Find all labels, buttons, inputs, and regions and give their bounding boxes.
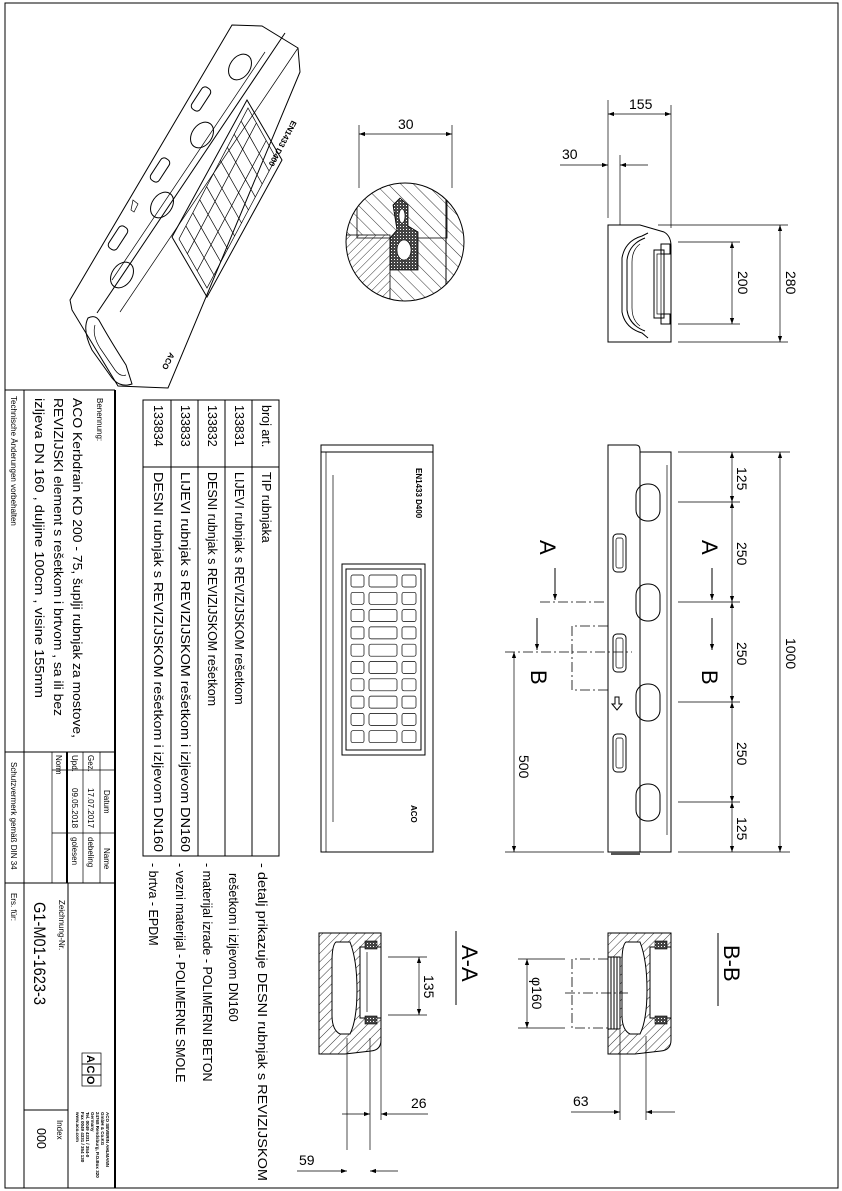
iso-end-face: [86, 317, 132, 385]
section-label-a: A: [535, 540, 560, 555]
grate-slot: [369, 644, 397, 656]
footer-protection: Schutzvermerk gemäß DIN 34: [9, 762, 18, 870]
table-cell-type: DESNI rubnjak s REVIZIJSKOM rešetkom i izljevom DN160: [151, 472, 165, 804]
notes: [146, 863, 269, 1181]
table-cell-article: 133832: [205, 405, 219, 447]
title-block: [5, 390, 115, 1188]
dim-aa-opening: 135: [421, 975, 437, 999]
revision-header-date: Datum: [102, 790, 111, 814]
dim-end-height: 155: [629, 96, 653, 112]
revision-date: 09.05.2018: [70, 788, 79, 829]
company-line: 24768 Rendsburg, P.O.Box 320: [95, 1112, 100, 1178]
iso-flow-arrow-icon: [131, 200, 138, 212]
side-base-strip: [611, 852, 640, 855]
company-line: www.aco.com: [75, 1112, 80, 1142]
grate-slot: [369, 696, 397, 708]
grate-slot: [369, 610, 397, 622]
bb-grate-pocket: [650, 947, 671, 1018]
section-a-a: [297, 931, 482, 1171]
plan-marking-brand: ACO: [409, 805, 418, 823]
section-title-aa: A-A: [457, 945, 482, 982]
iso-slots: [107, 85, 213, 251]
grate-slot: [402, 731, 416, 743]
iso-grate-bar: [241, 121, 269, 171]
table-header-article: broj art.: [259, 405, 273, 448]
company-address: [75, 1111, 110, 1178]
iso-bump: [186, 118, 218, 152]
grate-slot: [402, 644, 416, 656]
grate-slot: [402, 679, 416, 691]
end-view-grate: [654, 250, 664, 318]
drawing-number-label: Zeichnung-Nr.: [57, 900, 66, 951]
section-label-a: A: [697, 540, 722, 555]
grate-slot: [351, 679, 364, 691]
iso-slot: [190, 85, 213, 112]
dim-side-seg: 250: [734, 542, 750, 566]
iso-grate-bar: [207, 187, 235, 236]
note-line: - brtva - EPDM: [146, 863, 160, 946]
isometric-view: [70, 25, 300, 388]
plan-grate-slots: [351, 575, 416, 743]
table-cell-type: DESNI rubnjak s REVIZIJSKOM rešetkom: [205, 472, 219, 707]
flow-arrow-icon: [612, 697, 622, 710]
company-line: ACO SEVERIN AHLMANN: [105, 1112, 110, 1167]
dim-side-seg: 250: [734, 742, 750, 766]
dim-detail-width: 30: [398, 116, 414, 132]
footer-changes: Technische Änderungen vorbehalten: [9, 396, 18, 526]
iso-grate-bar: [234, 134, 262, 184]
iso-grate-bar: [200, 200, 228, 249]
grate-slot: [351, 662, 364, 674]
grate-slot: [351, 731, 364, 743]
description-line: REVIZIJSKI element s rešetkom i brtvom , sa ili bez: [51, 398, 65, 685]
dim-end-inner: 200: [735, 271, 751, 295]
revision-name: debeling: [86, 837, 95, 868]
aa-grate-pocket: [360, 947, 381, 1018]
dim-aa-offset1: 26: [411, 1095, 427, 1111]
grate-slot: [402, 696, 416, 708]
side-slot: [613, 534, 626, 572]
grate-slot: [402, 610, 416, 622]
grate-slot: [369, 627, 397, 639]
index-value: 000: [34, 1128, 48, 1149]
seal-detail: [345, 116, 465, 305]
section-title-bb: B-B: [719, 945, 744, 982]
aa-cavity: [332, 942, 357, 1034]
company-line: GmbH & Co.KG: [100, 1112, 105, 1146]
grate-slot: [402, 627, 416, 639]
side-slot: [613, 634, 626, 672]
aco-logo: [82, 1053, 101, 1087]
side-view: [505, 445, 799, 855]
table-cell-article: 133834: [151, 405, 165, 447]
iso-marking-standard: EN1433 D400: [266, 119, 299, 168]
table-cell-article: 133833: [178, 405, 192, 447]
dim-aa-offset2: 59: [299, 1152, 315, 1168]
note-line: - materijal izrade - POLIMERNI BETON: [200, 863, 214, 1082]
dim-side-half: 500: [516, 755, 532, 779]
iso-edge: [112, 52, 265, 280]
dim-end-lip: 30: [562, 146, 578, 162]
company-line: Fax 0049 4331 / 354 130: [80, 1112, 85, 1163]
grate-slot: [351, 696, 364, 708]
grate-slot: [351, 610, 364, 622]
revision-label: Upd.: [70, 755, 79, 772]
grate-slot: [351, 713, 364, 725]
logo-text: ACO: [84, 1055, 96, 1087]
dim-bb-offset: 63: [573, 1093, 589, 1109]
section-label-b: B: [526, 670, 551, 685]
end-view-cavity: [622, 233, 648, 338]
grate-slot: [369, 662, 397, 674]
grate-slot: [369, 713, 397, 725]
grate-slot: [369, 731, 397, 743]
company-line: Germany: [90, 1112, 95, 1132]
iso-grate-bar: [227, 147, 255, 197]
table-cell-article: 133831: [232, 405, 246, 447]
section-b-b: [518, 933, 744, 1120]
plan-grate-frame: [342, 564, 425, 755]
grate-slot: [402, 575, 416, 587]
grate-slot: [351, 627, 364, 639]
grate-slot: [402, 592, 416, 604]
iso-grate-bar: [214, 174, 242, 224]
iso-ridge: [97, 33, 285, 313]
side-slots: [613, 534, 626, 772]
revision-label: Norm: [54, 755, 63, 775]
note-line: rešetkom i izljevom DN160: [226, 873, 240, 1022]
iso-grate-bar: [220, 160, 248, 210]
revision-name: golesen: [70, 837, 79, 866]
grate-slot: [369, 575, 397, 587]
iso-marking-brand: ACO: [159, 351, 177, 371]
iso-grate-bar: [187, 123, 256, 254]
dim-bb-pipe: φ160: [529, 977, 545, 1010]
company-line: Tel. 0049 4331 / 354-0: [85, 1112, 90, 1158]
dim-side-seg: 125: [734, 467, 750, 491]
end-view: [560, 96, 799, 342]
benennung-label: Benennung:: [95, 398, 104, 442]
description-line: izljeva DN 160 , duljine 100cm , visine 155mm: [32, 398, 46, 654]
grate-slot: [351, 644, 364, 656]
iso-bump: [224, 50, 256, 84]
table-cell-type: LIJEVI rubnjak s REVIZIJSKOM rešetkom i izljevom DN160: [178, 472, 192, 802]
iso-grate: [172, 100, 282, 297]
section-label-b: B: [697, 670, 722, 685]
side-slot: [613, 734, 626, 772]
description-line: ACO Kerbdrain KD 200 - 75, šuplji rubnjak za mostove,: [70, 398, 84, 704]
plan-marking-standard: EN1433 D400: [414, 468, 423, 519]
revision-label: Gez.: [86, 755, 95, 772]
grate-slot: [369, 679, 397, 691]
iso-grate-bar: [193, 213, 221, 262]
bb-cavity: [622, 942, 647, 1034]
grate-slot: [351, 575, 364, 587]
iso-end-face-inner: [94, 325, 126, 375]
note-line: - vezni materijal - POLIMERNE SMOLE: [173, 863, 187, 1083]
dim-side-seg: 125: [734, 817, 750, 841]
iso-outline: [70, 25, 300, 388]
grate-slot: [369, 592, 397, 604]
index-label: Index: [55, 1120, 64, 1140]
dim-end-total: 280: [783, 271, 799, 295]
table-cell-type: LIJEVI rubnjak s REVIZIJSKOM rešetkom: [232, 472, 246, 705]
revision-date: 17.07.2017: [86, 788, 95, 829]
note-line: - detalj prikazuje DESNI rubnjak s REVIZIJSKOM: [255, 863, 269, 1137]
iso-grate-grid: [186, 121, 269, 275]
revision-header-name: Name: [102, 848, 111, 870]
table-header-type: TIP rubnjaka: [259, 472, 273, 543]
dim-side-total: 1000: [783, 638, 799, 670]
grate-slot: [351, 592, 364, 604]
grate-slot: [402, 713, 416, 725]
footer-replaces: Ers. für:: [9, 893, 18, 922]
parts-table: [143, 400, 279, 856]
plan-view: [321, 445, 433, 852]
drawing-number: G1-M01-1623-3: [30, 902, 49, 1023]
dim-side-seg: 250: [734, 642, 750, 666]
grate-slot: [402, 662, 416, 674]
iso-slot: [107, 224, 130, 251]
